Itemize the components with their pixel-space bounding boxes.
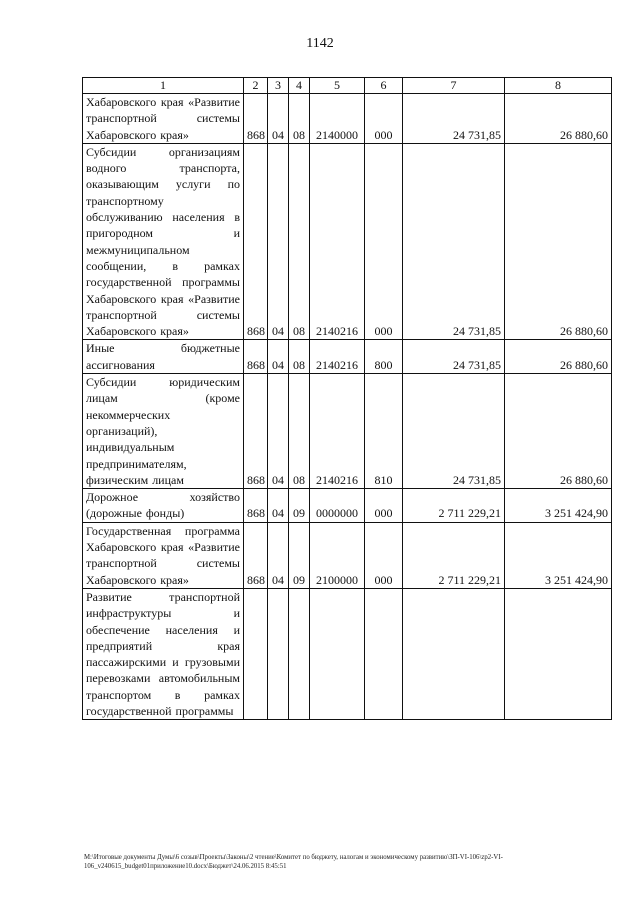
cell-subsection: 09 [289, 522, 310, 588]
cell-amount-8: 26 880,60 [505, 374, 612, 489]
cell-section: 04 [268, 489, 289, 523]
cell-amount-7: 24 731,85 [403, 340, 505, 374]
cell-expense-type [365, 588, 403, 719]
cell-subsection: 09 [289, 489, 310, 523]
row-name: Субсидии юридическим лицам (кроме некоммерческих организаций), индивидуальным предпринимателям, физическим лицам [83, 374, 244, 489]
cell-admin-code: 868 [244, 374, 268, 489]
row-name: Хабаровского края «Развитие транспортной системы Хабаровского края» [83, 94, 244, 144]
cell-amount-8: 3 251 424,90 [505, 522, 612, 588]
cell-section: 04 [268, 374, 289, 489]
column-header: 7 [403, 78, 505, 94]
cell-amount-7: 2 711 229,21 [403, 522, 505, 588]
cell-admin-code: 868 [244, 94, 268, 144]
cell-subsection: 08 [289, 340, 310, 374]
cell-expense-type: 810 [365, 374, 403, 489]
cell-target-article: 2140216 [310, 340, 365, 374]
cell-subsection [289, 588, 310, 719]
column-header: 4 [289, 78, 310, 94]
header-row [83, 78, 612, 94]
column-header: 3 [268, 78, 289, 94]
cell-expense-type: 000 [365, 143, 403, 340]
cell-expense-type: 000 [365, 489, 403, 523]
cell-amount-8: 26 880,60 [505, 143, 612, 340]
cell-section: 04 [268, 94, 289, 144]
table-row [83, 588, 612, 719]
cell-amount-8: 3 251 424,90 [505, 489, 612, 523]
cell-section [268, 588, 289, 719]
table-row [83, 143, 612, 340]
column-header: 6 [365, 78, 403, 94]
cell-expense-type: 800 [365, 340, 403, 374]
cell-admin-code: 868 [244, 340, 268, 374]
row-name: Дорожное хозяйство (дорожные фонды) [83, 489, 244, 523]
budget-table [82, 77, 612, 720]
row-name: Развитие транспортной инфраструктуры и обеспечение населения и предприятий края пассажирскими и грузовыми перевозками автомобильным транспортом в рамках государственной программы [83, 588, 244, 719]
cell-amount-7: 24 731,85 [403, 94, 505, 144]
cell-amount-8 [505, 588, 612, 719]
cell-admin-code: 868 [244, 522, 268, 588]
cell-amount-7: 2 711 229,21 [403, 489, 505, 523]
cell-target-article: 2140216 [310, 374, 365, 489]
table-row [83, 489, 612, 523]
table-row [83, 340, 612, 374]
column-header: 5 [310, 78, 365, 94]
page-number: 1142 [306, 36, 334, 51]
cell-admin-code: 868 [244, 489, 268, 523]
cell-expense-type: 000 [365, 522, 403, 588]
cell-expense-type: 000 [365, 94, 403, 144]
cell-section: 04 [268, 522, 289, 588]
cell-target-article: 2140000 [310, 94, 365, 144]
cell-target-article: 0000000 [310, 489, 365, 523]
cell-target-article: 2140216 [310, 143, 365, 340]
row-name: Государственная программа Хабаровского края «Развитие транспортной системы Хабаровского края» [83, 522, 244, 588]
table-row [83, 94, 612, 144]
cell-amount-8: 26 880,60 [505, 94, 612, 144]
cell-target-article: 2100000 [310, 522, 365, 588]
cell-admin-code [244, 588, 268, 719]
cell-admin-code: 868 [244, 143, 268, 340]
cell-subsection: 08 [289, 94, 310, 144]
column-header: 2 [244, 78, 268, 94]
row-name: Иные бюджетные ассигнования [83, 340, 244, 374]
cell-section: 04 [268, 143, 289, 340]
row-name: Субсидии организациям водного транспорта, оказывающим услуги по транспортному обслуживанию населения в пригородном и межмуниципальном сообщении, в рамках государственной программы Хабаровского края «Развитие транспортной системы Хабаровского края» [83, 143, 244, 340]
cell-amount-7: 24 731,85 [403, 374, 505, 489]
cell-section: 04 [268, 340, 289, 374]
table-row [83, 374, 612, 489]
table-row [83, 522, 612, 588]
cell-amount-7 [403, 588, 505, 719]
column-header: 8 [505, 78, 612, 94]
cell-target-article [310, 588, 365, 719]
cell-amount-8: 26 880,60 [505, 340, 612, 374]
file-path-footer: M:\Итоговые документы Думы\6 созыв\Проекты\Законы\2 чтение\Комитет по бюджету, налогам и экономическому развитию\ЗП-VI-106\zp2-VI-106_v240615_budget01приложение10.docx\Бюджет\24.06.2015 8:45:51 [84, 854, 503, 870]
cell-subsection: 08 [289, 143, 310, 340]
cell-subsection: 08 [289, 374, 310, 489]
column-header: 1 [83, 78, 244, 94]
cell-amount-7: 24 731,85 [403, 143, 505, 340]
